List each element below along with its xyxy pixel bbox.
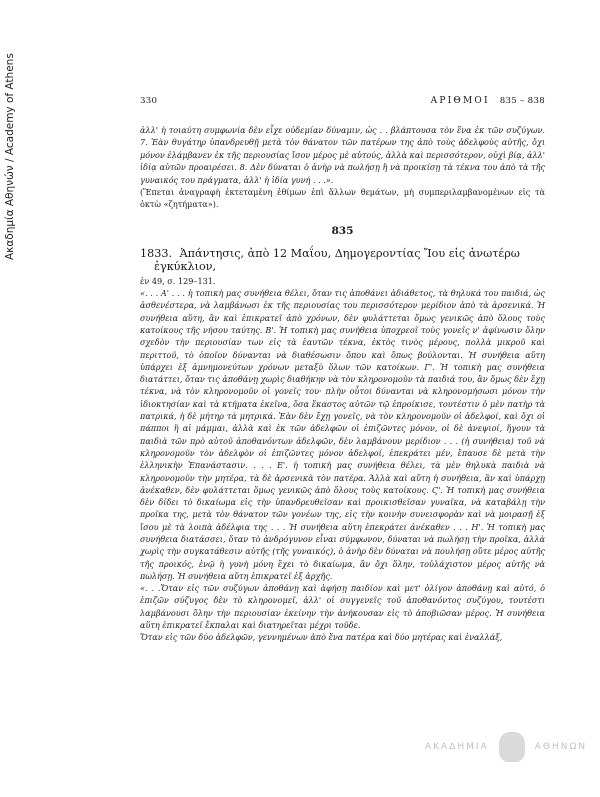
- page-number: 330: [140, 96, 158, 106]
- entry-heading: [140, 247, 545, 274]
- entry-number: 1833.: [140, 246, 173, 260]
- running-header: [140, 96, 545, 106]
- header-range: 835 – 838: [499, 96, 545, 106]
- watermark-text-right: ΑΘΗΝΩΝ: [534, 742, 588, 752]
- entry-heading-text: Ἀπάντησις, ἀπὸ 12 Μαΐου, Δημογεροντίας Ἴου εἰς ἀνωτέρω ἐγκύκλιον,: [154, 246, 520, 274]
- header-title: ΑΡΙΘΜΟΙ: [430, 96, 490, 106]
- side-label: Ακαδημία Αθηνών / Academy of Athens: [4, 53, 16, 260]
- body-paragraph: Ὅταν εἰς τῶν δύο ἀδελφῶν, γεννημένων ἀπὸ ἕνα πατέρα καὶ δύο μητέρας καὶ ἐναλλάξ,: [140, 632, 503, 643]
- seal-icon: [499, 732, 525, 762]
- body-paragraph: «. . .Ὅταν εἰς τῶν συζύγων ἀποθάνῃ καὶ ἀφήσῃ παιδίον καὶ μετ' ὀλίγον ἀποθάνῃ καὶ αὐτό, ὁ ἐπιζῶν σύζυγος δὲν τὸ κληρονομεῖ, ἀλλ' οἱ συγγενεῖς τοῦ ἀποθανόντος συζύγου, τουτέστι λαμβάνουσι ὅλην τὴν περιουσίαν ἐκείνην τὴν ἀνήκουσαν εἰς τὸ ἀποβιῶσαν μέρος. Ἡ συνήθεια αὕτη ἐπικρατεῖ ἔκπαλαι καὶ διατηρεῖται μέχρι τοῦδε.: [140, 583, 545, 631]
- body-paragraph: «. . . Α' . . . ἡ τοπικὴ μας συνήθεια θέλει, ὅταν τις ἀποθάνει ἀδιάθετος, τὰ θηλυκά του παιδιά, ὡς ἀσθενέστερα, νὰ λαμβάνωσι ἐκ τῆς περιουσίας του περισσότερον μερίδιον ἀπὸ τὰ ἀρσενικά. Ἡ συνήθεια αὕτη, ἂν καὶ ἐπικρατεῖ ἀπὸ χρόνων, δὲν φυλάττεται ὅμως γενικῶς ἀπὸ ὅλους τοὺς κατοίκους τῆς νήσου ταύτης. Β'. Ἡ τοπικὴ μας συνήθεια ὑποχρεοῖ τοὺς γονεῖς ν' ἀφίνωσιν ὅλην σχεδὸν τὴν περιουσίαν των εἰς τὰ ἑαυτῶν τέκνα, ἐκτὸς τινὸς μέρους, πολλὰ μικροῦ καὶ περιττοῦ, τὸ ὁποῖον δύνανται νὰ διαθέσωσιν ὅπου καὶ ὅπως βούλονται. Ἡ συνήθεια αὕτη ὑπάρχει ἐξ ἀμνημονεύτων χρόνων μεταξὺ ὅλων τῶν κατοίκων. Γ'. Ἡ τοπικὴ μας συνήθεια διατάττει, ὅταν τις ἀποθάνῃ χωρὶς διαθήκην νὰ τὸν κληρονομοῦν τὰ παιδιά του, ἂν ὅμως δὲν ἔχῃ τέκνα, νὰ τὸν κληρονομοῦν οἱ γονεῖς του· πλὴν οὗτοι δύνανται νὰ κληρονομήσωσι μόνον τὴν ἰδιοκτησίαν καὶ τὰ κτήματα ἐκεῖνα, ὅσα ἕκαστος αὐτῶν τῷ ἐπροίκισε, τουτέστιν ὁ μὲν πατὴρ τὰ πατρικά, ἡ δὲ μήτηρ τὰ μητρικά. Ἐὰν δὲν ἔχῃ γονεῖς, νὰ τὸν κληρονομοῦν οἱ ἀδελφοί, καὶ ὄχι οἱ πάπποι ἢ αἱ μάμμαι, ἀλλὰ καὶ ἐκ τῶν ἀδελφῶν οἱ ἐπιζῶντες μόνον, οἱ δὲ ἀνεψιοί, ἤγουν τὰ παιδιὰ τῶν πρὸ αὐτοῦ ἀποθανόντων ἀδελφῶν, δὲν λαμβάνουν μερίδιον . . . (ἡ συνήθεια) τοῦ νὰ κληρονομοῦν τὸν ἀδελφὸν οἱ ἐπιζῶντες μόνον ἀδελφοί, ἐπεκράτει μέν, ἔπαυσε δὲ μετὰ τὴν ἑλληνικὴν Ἐπανάστασιν. . . . Ε'. ἡ τοπικὴ μας συνήθεια θέλει, τὰ μὲν θηλυκὰ παιδιὰ νὰ κληρονομοῦν τὴν μητέρα, τὰ δὲ ἀρσενικὰ τὸν πατέρα. Ἀλλὰ καὶ αὕτη ἡ συνήθεια, ἂν καὶ ὑπάρχῃ ἀνέκαθεν, δὲν φυλάττεται ὅμως γενικῶς ἀπὸ ὅλους τοὺς κατοίκους. Ϛ'. Ἡ τοπικὴ μας συνήθεια δὲν δίδει τὸ δικαίωμα εἰς τὴν ὑπανδρευθεῖσαν καὶ προικισθεῖσαν γυναῖκα, νὰ καταβάλῃ τὴν προῖκα της, μετὰ τὸν θάνατον τῶν γονέων της, εἰς τὴν κοινὴν συνεισφορὰν καὶ νὰ μοιρασῇ ἐξ ἴσου μὲ τὰ λοιπὰ ἀδέλφια της . . . Ἡ συνήθεια αὕτη ἐπεκράτει ἀνέκαθεν . . . Η'. Ἡ τοπικὴ μας συνήθεια διατάσσει, ὅταν τὸ ἀνδρόγυνον εἶναι σύμφωνον, δύναται νὰ πωλήσῃ τὴν προῖκα, ἀλλὰ χωρὶς τὴν συγκατάθεσιν αὐτῆς (τῆς γυναικός), ὁ ἀνὴρ δὲν δύναται νὰ πουλήσῃ οὔτε μέρος αὐτῆς τῆς προικός, ἐνῷ ἡ γυνὴ μόνη ἔχει τὸ δικαίωμα, ἂν ὄχι ὅλην, τοὐλάχιστον μέρος αὐτῆς νὰ πωλήσῃ. Ἡ συνήθεια αὕτη ἐπικρατεῖ ἐξ ἀρχῆς.: [140, 288, 545, 581]
- watermark-text-left: ΑΚΑΔΗΜΙΑ: [425, 742, 489, 752]
- academy-watermark: [425, 732, 587, 762]
- header-right: [431, 96, 545, 106]
- page-content: [140, 96, 545, 644]
- top-paragraph: ἀλλ' ἡ τοιαύτη συμφωνία δὲν εἶχε οὐδεμίαν δύναμιν, ὡς . . βλάπτουσα τὸν ἕνα ἐκ τῶν συζύγων. 7. Ἐὰν θυγάτηρ ὑπανδρευθῇ μετὰ τὸν θάνατον τῶν πατέρων της ἀπὸ τοὺς ἀδελφοὺς αὐτῆς, ὄχι μόνον ἐλάμβανεν ἐκ τῆς περιουσίας ἴσον μέρος μὲ αὐτούς, ἀλλὰ καὶ περισσότερον, οὐχὶ βίᾳ, ἀλλ' ἰδίᾳ αὐτῶν προαιρέσει. 8. Δὲν δύναται ὁ ἀνὴρ νὰ πωλήσῃ ἢ νὰ προικίσῃ τὰ τέκνα του ἀπὸ τὰ τῆς γυναικός του πράγματα, ἀλλ' ἡ ἰδία γυνή . . .».: [140, 125, 545, 185]
- section-number: 835: [331, 224, 354, 237]
- entry-citation: ἐν 49, σ. 129–131.: [140, 275, 216, 286]
- editorial-note: (Ἕπεται ἀναγραφὴ ἐκτεταμένη ἐθίμων ἐπὶ ἄλλων θεμάτων, μὴ συμπεριλαμβανομένων εἰς τὰ ὀκτὼ «ζητήματα»).: [140, 187, 545, 210]
